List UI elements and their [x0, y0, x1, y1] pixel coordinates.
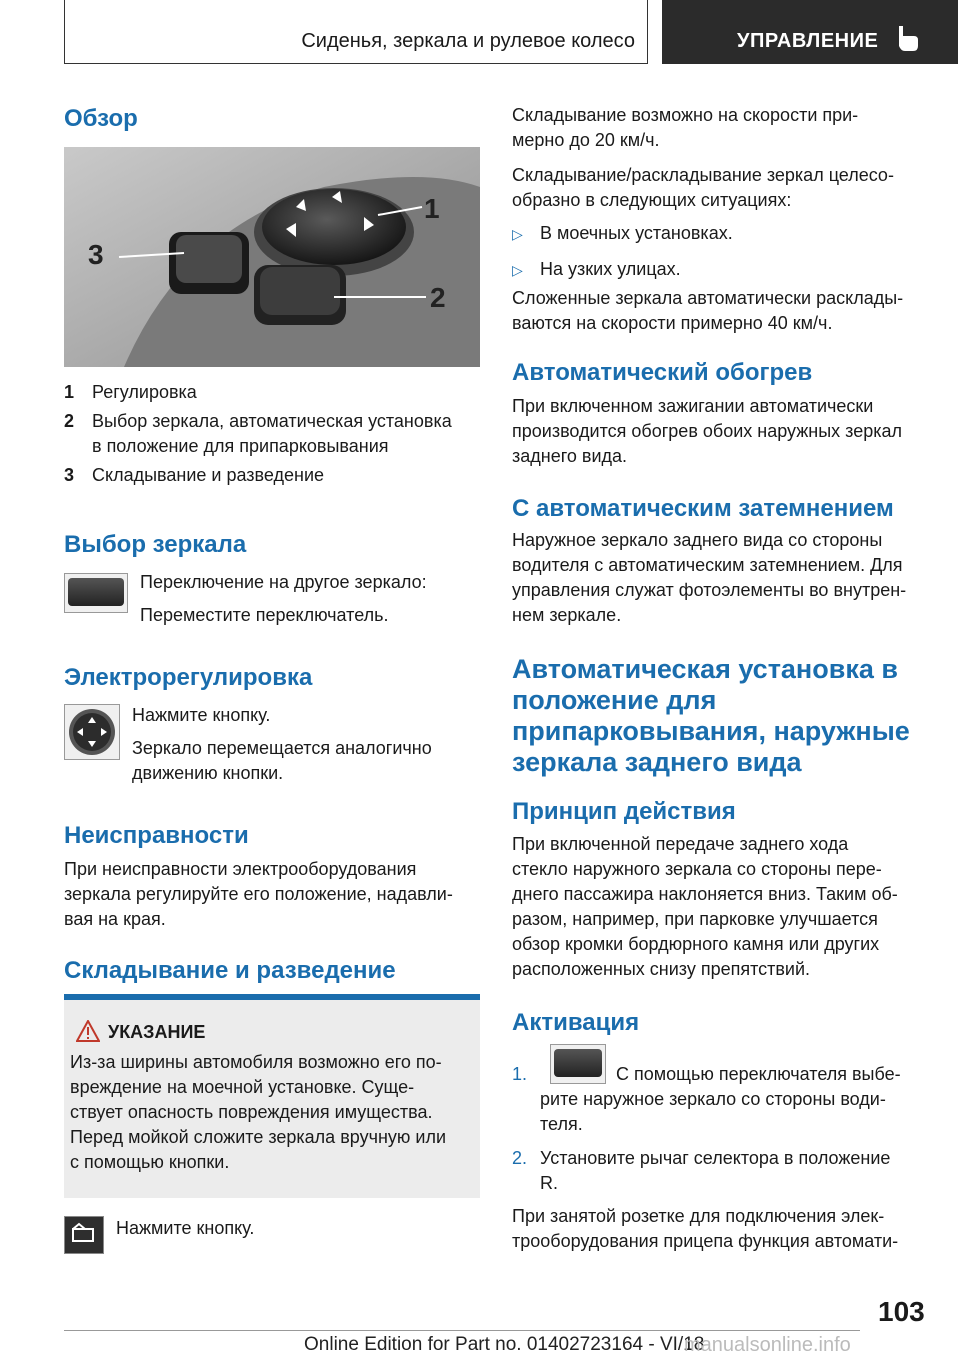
situations-list	[512, 221, 932, 283]
activation-step-1: 1. С помощью переключателя выбе- рите наружное зеркало со стороны води- теля.	[512, 1062, 942, 1137]
fault-heading: Неисправности	[64, 822, 249, 849]
mirror-switch-icon	[64, 573, 128, 613]
header-section-box	[64, 0, 648, 64]
legend-item: 2 Выбор зеркала, автоматическая установка	[64, 411, 452, 431]
photo-label-2: 2	[430, 282, 446, 313]
situations-text: Складывание/раскладывание зеркал целесо- образно в следующих ситуациях:	[512, 165, 894, 210]
mirror-select-text: Переключение на другое зеркало: Переместите переключатель.	[140, 572, 427, 625]
warning-text: Из-за ширины автомобиля возможно его по- вреждение на моечной установке. Суще- ствует опасность повреждения имущества. Перед мойкой сложите зеркала вручную или с помощью кнопки.	[70, 1052, 446, 1172]
mirror-joystick-icon	[64, 704, 120, 760]
header-chapter-box	[662, 0, 958, 64]
heat-text: При включенном зажигании автоматически производится обогрев обоих наружных зеркал заднего вида.	[512, 396, 903, 466]
fold-speed-text: Складывание возможно на скорости при- мерно до 20 км/ч.	[512, 105, 859, 150]
fault-text: При неисправности электрооборудования зеркала регулируйте его положение, надавли- вая на края.	[64, 859, 453, 929]
activation-heading: Активация	[512, 1009, 640, 1036]
header-section-title: Сиденья, зеркала и рулевое колесо	[301, 30, 635, 52]
dim-text: Наружное зеркало заднего вида со стороны водителя с автоматическим затемнением. Для управления служат фотоэлементы во внутрен- нем зеркале.	[512, 530, 907, 625]
electro-text: Нажмите кнопку. Зеркало перемещается аналогично движению кнопки.	[132, 705, 432, 783]
activation-step-2: 2. Установите рычаг селектора в положение R.	[512, 1148, 891, 1193]
photo-label-3: 3	[88, 239, 104, 270]
page-number: 103	[878, 1296, 925, 1327]
header-chapter: УПРАВЛЕНИЕ	[737, 30, 879, 52]
warning-title: УКАЗАНИЕ	[108, 1022, 206, 1042]
park-heading: Автоматическая установка в положение для припарковывания, наружные зеркала заднего вида	[512, 654, 910, 777]
mirror-switch-icon	[550, 1044, 606, 1084]
footer-site-watermark: manualsonline.info	[684, 1334, 851, 1356]
overview-heading: Обзор	[64, 105, 138, 132]
footer-edition: Online Edition for Part no. 01402723164 - VI/18	[304, 1334, 705, 1355]
footer-rule	[64, 1330, 860, 1331]
mirror-controls-photo	[64, 147, 480, 367]
principle-text: При включенной передаче заднего хода стекло наружного зеркала со стороны пере- днего пассажира наклоняется вниз. Таким об- разом, например, при парковке улучшается обзор кромки бордюрного камня или других расположенных снизу препятствий.	[512, 834, 898, 979]
dim-heading: С автоматическим затемнением	[512, 495, 894, 522]
electro-heading: Электрорегулировка	[64, 664, 313, 691]
photo-legend	[64, 380, 484, 488]
trailer-text: При занятой розетке для подключения элек- трооборудования прицепа функция автомати-	[512, 1206, 899, 1251]
list-item: ▷ На узких улицах.	[512, 259, 681, 279]
mirror-select-heading: Выбор зеркала	[64, 531, 247, 558]
warning-bar	[64, 994, 480, 1000]
legend-item-cont: в положение для припарковывания	[92, 436, 389, 456]
fold-heading: Складывание и разведение	[64, 957, 396, 984]
photo-label-1: 1	[424, 193, 440, 224]
fold-button-icon	[64, 1216, 104, 1254]
pointing-hand-icon	[894, 24, 920, 52]
warning-triangle-icon	[76, 1020, 100, 1042]
list-item: ▷ В моечных установках.	[512, 223, 733, 243]
auto-unfold-text: Сложенные зеркала автоматически расклады- ваются на скорости примерно 40 км/ч.	[512, 288, 904, 333]
legend-item: 3 Складывание и разведение	[64, 465, 325, 485]
principle-heading: Принцип действия	[512, 798, 736, 825]
heat-heading: Автоматический обогрев	[512, 359, 813, 386]
legend-item: 1 Регулировка	[64, 382, 197, 402]
fold-press-text: Нажмите кнопку.	[116, 1218, 255, 1238]
